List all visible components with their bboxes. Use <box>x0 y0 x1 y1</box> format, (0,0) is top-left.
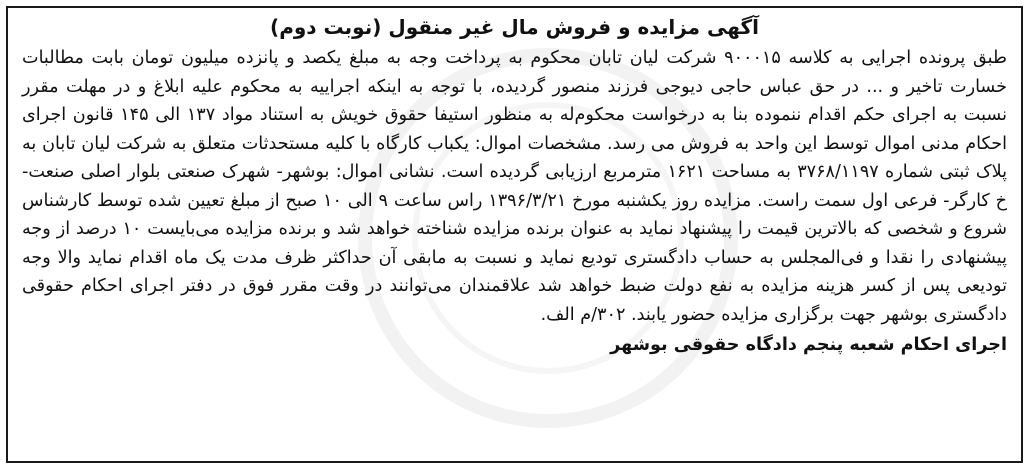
notice-signature: اجرای احکام شعبه پنجم دادگاه حقوقی بوشهر <box>610 335 1007 355</box>
auction-notice <box>6 6 1023 463</box>
notice-body: طبق پرونده اجرایی به کلاسه ۹۰۰۰۱۵ شرکت لیان تابان محکوم به پرداخت وجه به مبلغ یکصد و پانزده میلیون تومان بابت مطالبات خسارت تاخیر و ... در حق عباس حاجی دیوجی فرزند منصور گردیده، با توجه به اینکه اجراییه به محکوم علیه ابلاغ و در مهلت مقرر نسبت به اجرای حکم اقدام ننموده بنا به درخواست محکوم‌له به منظور استیفا حقوق خویش به استناد مواد ۱۳۷ الی ۱۴۵ قانون اجرای احکام مدنی اموال توسط این واحد به فروش می رسد. مشخصات اموال: یکباب کارگاه با کلیه مستحدثات متعلق به شرکت لیان تابان به پلاک ثبتی شماره ۳۷۶۸/۱۱۹۷ به مساحت ۱۶۲۱ مترمربع ارزیابی گردیده است. نشانی اموال: بوشهر- شهرک صنعتی بلوار اصلی صنعت- خ کارگر- فرعی اول سمت راست. مزایده روز یکشنبه مورخ ۱۳۹۶/۳/۲۱ راس ساعت ۹ الی ۱۰ صبح از مبلغ تعیین شده توسط کارشناس شروع و شخصی که بالاترین قیمت را پیشنهاد نماید به عنوان برنده مزایده شناخته خواهد شد و برنده مزایده می‌بایست ۱۰ درصد از وجه پیشنهادی را نقدا و فی‌المجلس به حساب دادگستری تودیع نماید و نسبت به مابقی آن حداکثر ظرف مدت یک ماه اقدام نماید والا وجه تودیعی پس از کسر هزینه مزایده به نفع دولت ضبط خواهد شد علاقمندان می‌توانند در وقت مقرر فوق در دفتر اجرای احکام حقوقی دادگستری بوشهر جهت برگزاری مزایده حضور یابند. ۳۰۲/م الف. <box>22 48 1008 325</box>
notice-title: آگهی مزایده و فروش مال غیر منقول (نوبت دوم) <box>270 15 759 39</box>
